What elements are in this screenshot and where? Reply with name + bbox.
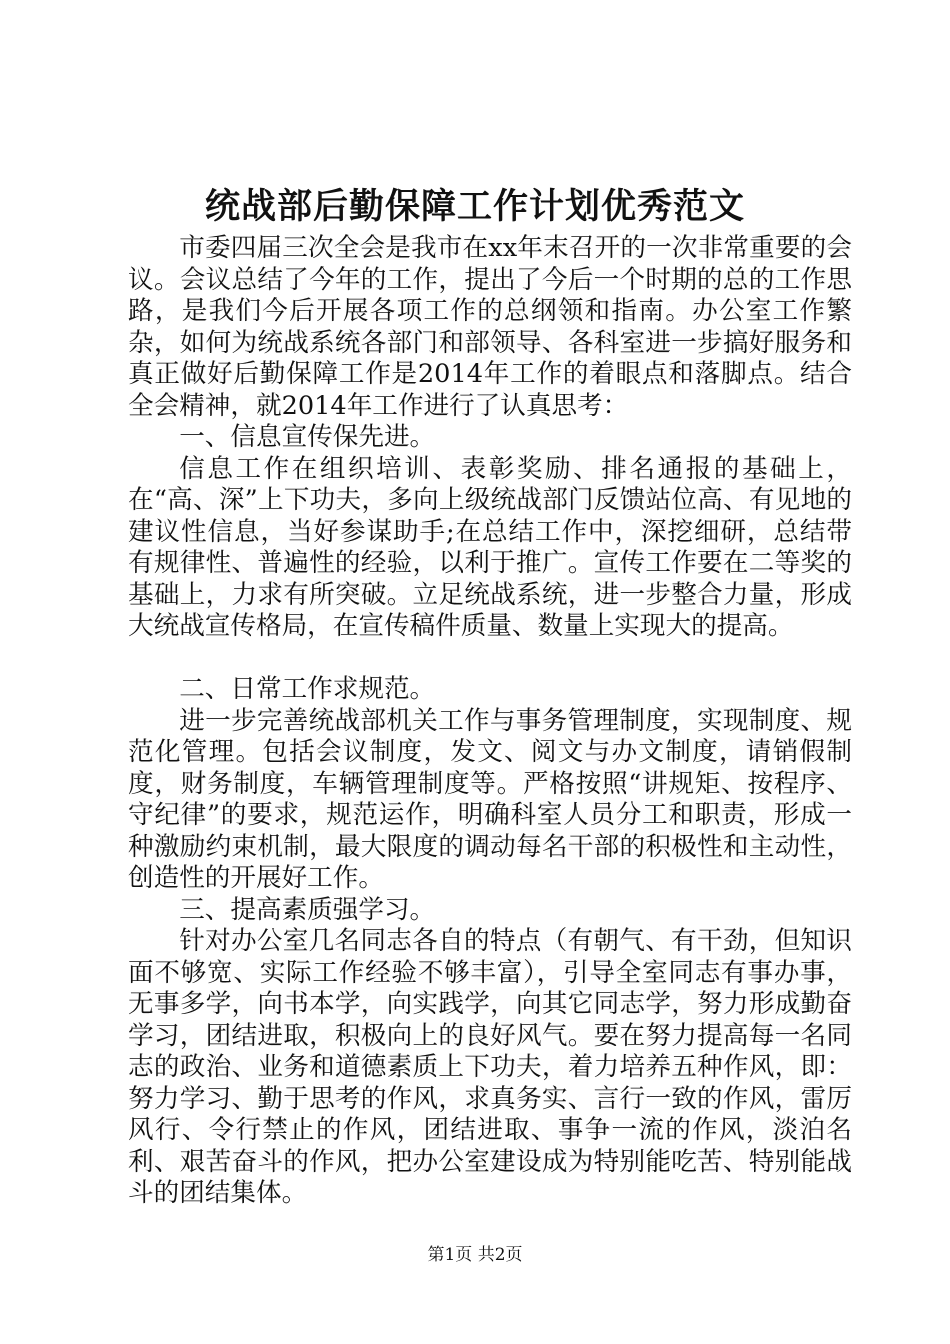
paragraph-section-2: 进一步完善统战部机关工作与事务管理制度，实现制度、规范化管理。包括会议制度，发文、阅文与办文制度，请销假制度，财务制度，车辆管理制度等。严格按照“讲规矩、按程序、守纪律”的要求，规范运作，明确科室人员分工和职责，形成一种激励约束机制，最大限度的调动每名干部的积极性和主动性，创造性的开展好工作。	[128, 705, 852, 893]
document-title: 统战部后勤保障工作计划优秀范文	[204, 186, 745, 227]
paragraph-intro: 市委四届三次全会是我市在xx年末召开的一次非常重要的会议。会议总结了今年的工作，提出了今后一个时期的总的工作思路，是我们今后开展各项工作的总纲领和指南。办公室工作繁杂，如何为统战系统各部门和部领导、各科室进一步搞好服务和真正做好后勤保障工作是2014年工作的着眼点和落脚点。结合全会精神，就2014年工作进行了认真思考：	[128, 233, 852, 421]
paragraph-section-1: 信息工作在组织培训、表彰奖励、排名通报的基础上，在“高、深”上下功夫，多向上级统战部门反馈站位高、有见地的建议性信息，当好参谋助手;在总结工作中，深挖细研，总结带有规律性、普遍性的经验，以利于推广。宣传工作要在二等奖的基础上，力求有所突破。立足统战系统，进一步整合力量，形成大统战宣传格局，在宣传稿件质量、数量上实现大的提高。	[128, 453, 852, 641]
paragraph-section-3: 针对办公室几名同志各自的特点（有朝气、有干劲，但知识面不够宽、实际工作经验不够丰富），引导全室同志有事办事，无事多学，向书本学，向实践学，向其它同志学，努力形成勤奋学习，团结进取，积极向上的良好风气。要在努力提高每一名同志的政治、业务和道德素质上下功夫，着力培养五种作风，即：努力学习、勤于思考的作风，求真务实、言行一致的作风，雷厉风行、令行禁止的作风，团结进取、事争一流的作风，淡泊名利、艰苦奋斗的作风，把办公室建设成为特别能吃苦、特别能战斗的团结集体。	[128, 926, 852, 1208]
document-body	[128, 233, 852, 1210]
section-heading-3: 三、提高素质强学习。	[179, 894, 436, 925]
section-heading-2: 二、日常工作求规范。	[179, 674, 436, 704]
section-heading-1: 一、信息宣传保先进。	[179, 422, 436, 452]
page-footer: 第1页 共2页	[427, 1245, 523, 1265]
